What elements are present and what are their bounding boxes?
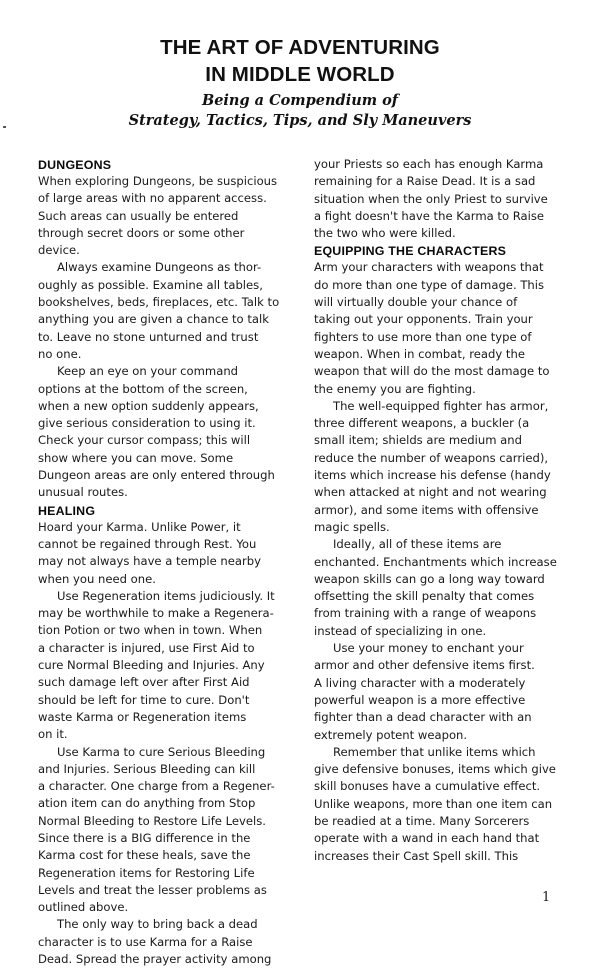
text-line: such damage left over after First Aid <box>38 675 250 690</box>
text-line: on it. <box>38 727 68 742</box>
scan-mark <box>3 126 6 128</box>
text-line: Since there is a BIG difference in the <box>38 830 251 845</box>
paragraph-first-line: Use Regeneration items judiciously. It <box>57 588 275 603</box>
text-line: options at the bottom of the screen, <box>38 381 248 396</box>
text-line: and Injuries. Serious Bleeding can kill <box>38 761 256 776</box>
text-line: situation when the only Priest to survive <box>314 191 548 206</box>
text-line: a character. One charge from a Regener- <box>38 779 275 794</box>
text-line: reduce the number of weapons carried), <box>314 450 549 465</box>
text-line: when attacked at night and not wearing <box>314 485 547 500</box>
text-line: A living character with a moderately <box>314 675 526 690</box>
text-line: tion Potion or two when in town. When <box>38 623 263 638</box>
text-line: fighter than a dead character with an <box>314 710 532 725</box>
text-line: Karma cost for these heals, save the <box>38 848 251 863</box>
text-line: skill bonuses have a cumulative effect. <box>314 779 541 794</box>
subtitle-line-1: Being a Compendium of <box>201 92 399 109</box>
page-subtitle <box>0 91 600 131</box>
text-line: taking out your opponents. Train your <box>314 312 533 327</box>
text-line: ation item can do anything from Stop <box>38 796 256 811</box>
text-line: when you need one. <box>38 571 156 586</box>
text-line: the two who were killed. <box>314 226 456 241</box>
text-line: device. <box>38 243 80 258</box>
paragraph-first-line: Use your money to enchant your <box>333 641 524 656</box>
text-line: weapon skills can go a long way toward <box>314 571 545 586</box>
paragraph-first-line: Always examine Dungeons as thor- <box>57 260 262 275</box>
text-line: Levels and treat the lesser problems as <box>38 882 267 897</box>
text-line: Dead. Spread the prayer activity among <box>38 952 272 967</box>
text-line: a character is injured, use First Aid to <box>38 640 255 655</box>
text-line: may not always have a temple nearby <box>38 554 261 569</box>
text-line: armor and other defensive items first. <box>314 658 535 673</box>
text-line: will virtually double your chance of <box>314 295 518 310</box>
text-line: Hoard your Karma. Unlike Power, it <box>38 519 241 534</box>
text-line: Such areas can usually be entered <box>38 208 239 223</box>
paragraph-first-line: Ideally, all of these items are <box>333 537 502 552</box>
text-line: should be left for time to cure. Don't <box>38 692 250 707</box>
text-line: show where you can move. Some <box>38 450 234 465</box>
text-line: give serious consideration to using it. <box>38 416 256 431</box>
text-line: may be worthwhile to make a Regenera- <box>38 606 274 621</box>
text-line: cure Normal Bleeding and Injuries. Any <box>38 658 265 673</box>
text-line: fighters to use more than one type of <box>314 329 532 344</box>
text-line: of large areas with no apparent access. <box>38 191 267 206</box>
text-line: weapon that will do the most damage to <box>314 364 550 379</box>
text-line: character is to use Karma for a Raise <box>38 934 253 949</box>
text-line: Arm your characters with weapons that <box>314 260 544 275</box>
title-line-2: IN MIDDLE WORLD <box>205 63 395 86</box>
text-line: items which increase his defense (handy <box>314 468 551 483</box>
text-line: magic spells. <box>314 519 390 534</box>
text-line: to. Leave no stone unturned and trust <box>38 329 259 344</box>
text-line: offsetting the skill penalty that comes <box>314 589 535 604</box>
text-line: Check your cursor compass; this will <box>38 433 251 448</box>
text-line: oughly as possible. Examine all tables, <box>38 277 263 292</box>
text-line: extremely potent weapon. <box>314 727 468 742</box>
title-line-1: THE ART OF ADVENTURING <box>160 36 440 59</box>
page-title <box>0 34 600 88</box>
text-line: Dungeon areas are only entered through <box>38 468 275 483</box>
text-line: When exploring Dungeons, be suspicious <box>38 174 278 188</box>
text-line: give defensive bonuses, items which give <box>314 762 556 777</box>
section-heading: HEALING <box>38 503 96 518</box>
text-line: enchanted. Enchantments which increase <box>314 554 557 569</box>
text-line: anything you are given a chance to talk <box>38 312 269 327</box>
text-line: bookshelves, beds, fireplaces, etc. Talk to <box>38 295 280 310</box>
paragraph-first-line: Keep an eye on your command <box>57 364 239 379</box>
subtitle-line-2: Strategy, Tactics, Tips, and Sly Maneuvers <box>128 112 472 129</box>
text-line: increases their Cast Spell skill. This <box>314 848 519 863</box>
text-line: powerful weapon is a more effective <box>314 692 526 707</box>
text-line: three different weapons, a buckler (a <box>314 416 530 431</box>
text-line: Regeneration items for Restoring Life <box>38 865 255 880</box>
text-line: when a new option suddenly appears, <box>38 398 259 413</box>
section-heading: EQUIPPING THE CHARACTERS <box>314 244 507 259</box>
paragraph-first-line: The only way to bring back a dead <box>57 917 258 932</box>
left-column <box>38 156 296 968</box>
text-line: a fight doesn't have the Karma to Raise <box>314 208 545 223</box>
section-heading: DUNGEONS <box>38 158 112 172</box>
paragraph-first-line: The well-equipped fighter has armor, <box>333 398 549 413</box>
text-line: unusual routes. <box>38 485 128 500</box>
text-line: cannot be regained through Rest. You <box>38 536 257 551</box>
text-line: no one. <box>38 346 82 361</box>
text-line: Unlike weapons, more than one item can <box>314 796 553 811</box>
text-line: the enemy you are fighting. <box>314 381 476 396</box>
text-line: instead of specializing in one. <box>314 623 487 638</box>
text-line: waste Karma or Regeneration items <box>38 709 247 724</box>
text-line: remaining for a Raise Dead. It is a sad <box>314 174 536 189</box>
text-line: your Priests so each has enough Karma <box>314 157 544 171</box>
text-line: from training with a range of weapons <box>314 606 537 621</box>
text-line: armor), and some items with offensive <box>314 502 539 517</box>
text-line: outlined above. <box>38 900 129 915</box>
text-line: do more than one type of damage. This <box>314 277 545 292</box>
paragraph-first-line: Remember that unlike items which <box>333 744 536 759</box>
text-line: Normal Bleeding to Restore Life Levels. <box>38 813 266 828</box>
text-line: be readied at a time. Many Sorcerers <box>314 813 530 828</box>
paragraph-first-line: Use Karma to cure Serious Bleeding <box>57 744 266 759</box>
text-line: small item; shields are medium and <box>314 433 522 448</box>
text-line: weapon. When in combat, ready the <box>314 346 525 361</box>
text-line: operate with a wand in each hand that <box>314 831 540 846</box>
page-number: 1 <box>542 890 551 905</box>
text-line: through secret doors or some other <box>38 225 245 240</box>
right-column <box>314 156 580 865</box>
